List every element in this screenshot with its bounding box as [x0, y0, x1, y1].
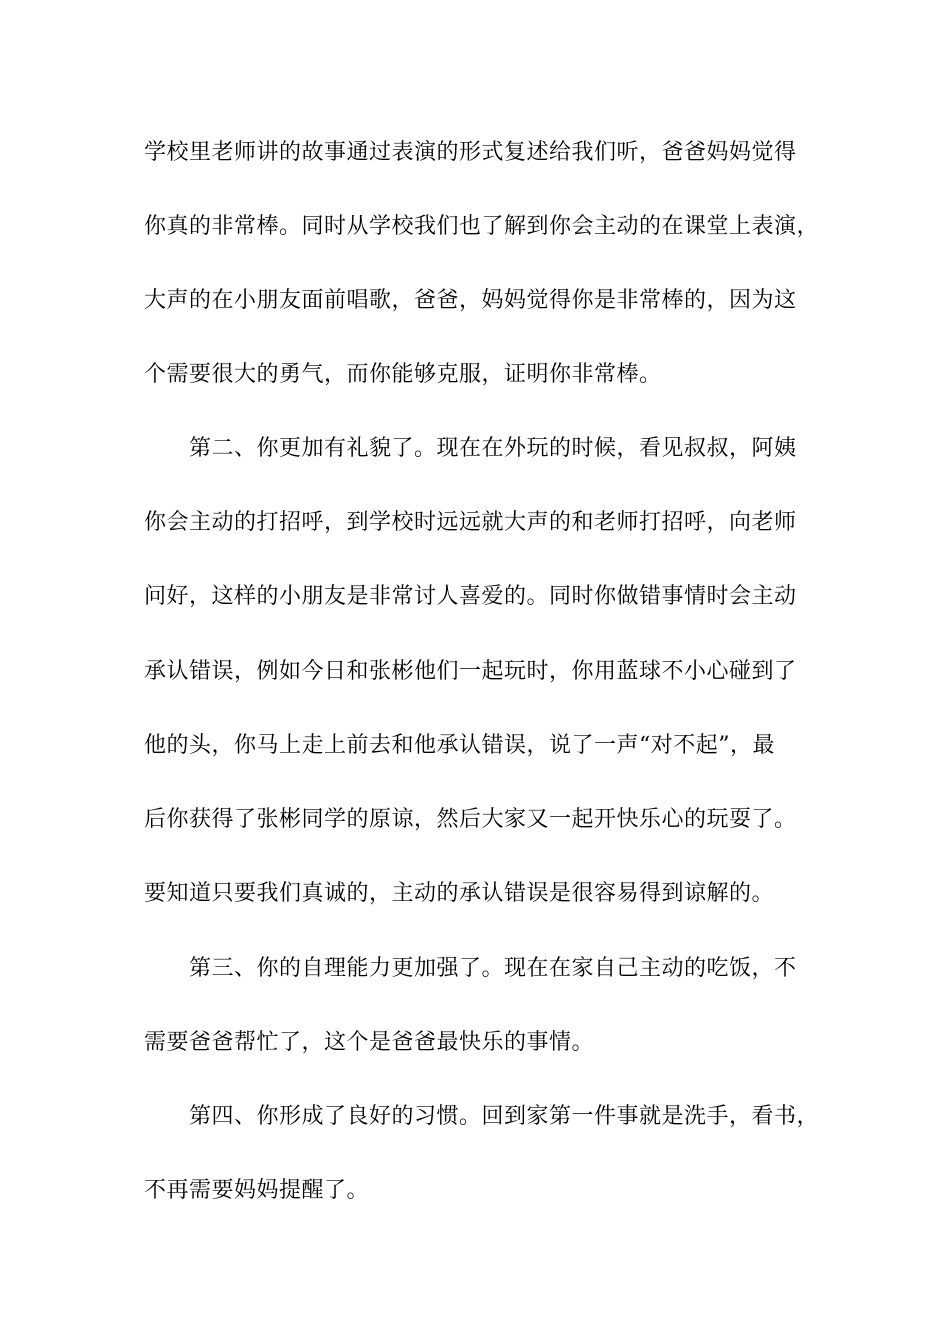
- text-line: 你会主动的打招呼，到学校时远远就大声的和老师打招呼，向老师: [144, 510, 797, 535]
- paragraph-start-line: 第四、你形成了良好的习惯。回到家第一件事就是洗手，看书，: [189, 1104, 820, 1129]
- text-line: 学校里老师讲的故事通过表演的形式复述给我们听，爸爸妈妈觉得: [144, 140, 797, 165]
- text-line: 你真的非常棒。同时从学校我们也了解到你会主动的在课堂上表演，: [144, 214, 820, 239]
- text-line: 不再需要妈妈提醒了。: [144, 1178, 370, 1203]
- text-line: 问好，这样的小朋友是非常讨人喜爱的。同时你做错事情时会主动: [144, 584, 797, 609]
- text-line: 个需要很大的勇气，而你能够克服，证明你非常棒。: [144, 362, 662, 387]
- text-line: 要知道只要我们真诚的，主动的承认错误是很容易得到谅解的。: [144, 881, 775, 906]
- text-line: 承认错误，例如今日和张彬他们一起玩时，你用蓝球不小心碰到了: [144, 659, 797, 684]
- text-line: 他的头，你马上走上前去和他承认错误，说了一声“对不起”，最: [144, 733, 775, 758]
- text-line: 后你获得了张彬同学的原谅，然后大家又一起开快乐心的玩耍了。: [144, 807, 797, 832]
- paragraph-start-line: 第二、你更加有礼貌了。现在在外玩的时候，看见叔叔，阿姨: [189, 436, 797, 461]
- paragraph-start-line: 第三、你的自理能力更加强了。现在在家自己主动的吃饭，不: [189, 956, 797, 981]
- text-line: 大声的在小朋友面前唱歌，爸爸，妈妈觉得你是非常棒的，因为这: [144, 288, 797, 313]
- text-line: 需要爸爸帮忙了，这个是爸爸最快乐的事情。: [144, 1030, 595, 1055]
